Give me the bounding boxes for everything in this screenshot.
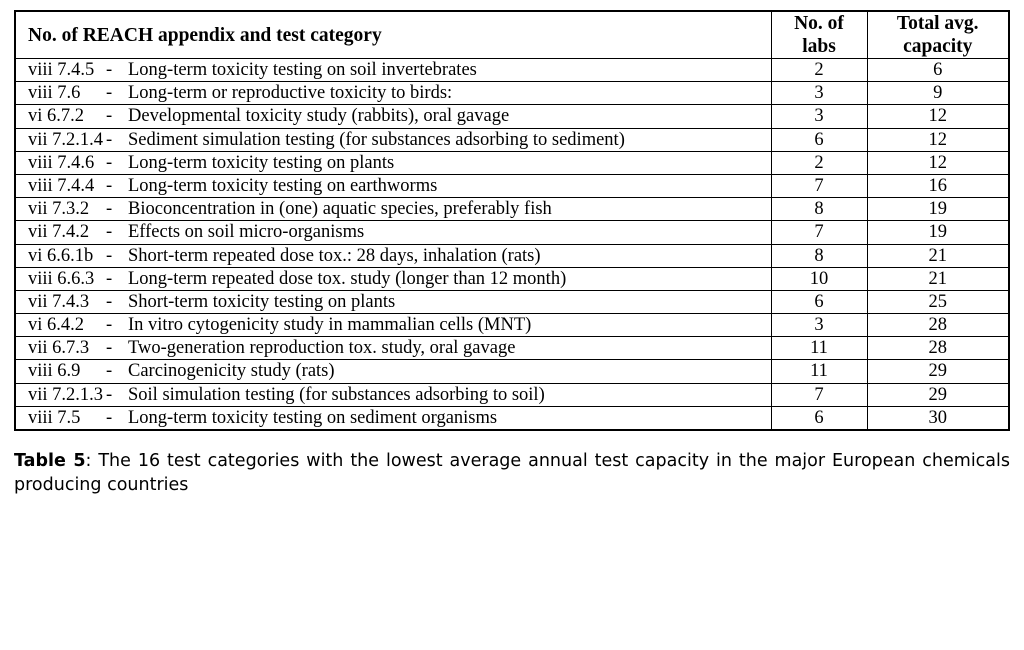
table-row — [15, 82, 1009, 105]
category-code: viii 6.6.3 — [28, 268, 95, 289]
header-capacity — [867, 11, 1009, 59]
header-labs-line2: labs — [802, 36, 836, 57]
table-caption — [14, 449, 1010, 497]
header-capacity-line2: capacity — [903, 36, 973, 57]
category-description: Long-term toxicity testing on soil invertebrates — [128, 60, 477, 80]
category-description: Long-term toxicity testing on earthworms — [128, 175, 438, 196]
category-dash: - — [106, 361, 113, 382]
cell-labs: 11 — [771, 360, 867, 383]
category-code: vi 6.7.2 — [28, 106, 85, 127]
cell-category — [15, 360, 771, 383]
cell-category — [15, 82, 771, 105]
category-dash: - — [106, 129, 113, 150]
table-row — [15, 360, 1009, 383]
cell-labs: 2 — [771, 151, 867, 174]
category-code: vii 7.3.2 — [28, 199, 90, 220]
cell-capacity: 16 — [867, 174, 1009, 197]
cell-capacity: 21 — [867, 267, 1009, 290]
table-row — [15, 383, 1009, 406]
cell-capacity: 28 — [867, 337, 1009, 360]
cell-labs: 7 — [771, 221, 867, 244]
cell-category — [15, 59, 771, 82]
category-dash: - — [106, 245, 113, 266]
category-dash: - — [106, 199, 113, 220]
caption-text: : The 16 test categories with the lowest average annual test capacity in the major European chemicals producing countries — [14, 451, 1011, 496]
category-description: Long-term toxicity testing on sediment organisms — [128, 407, 498, 428]
category-dash: - — [106, 222, 113, 243]
category-description: Long-term repeated dose tox. study (longer than 12 month) — [128, 268, 567, 289]
cell-capacity: 28 — [867, 314, 1009, 337]
table-row — [15, 244, 1009, 267]
capacity-table — [14, 10, 1010, 431]
category-dash: - — [106, 175, 113, 196]
cell-capacity: 6 — [867, 59, 1009, 82]
cell-category — [15, 314, 771, 337]
cell-labs: 6 — [771, 406, 867, 430]
cell-labs: 11 — [771, 337, 867, 360]
table-row — [15, 267, 1009, 290]
category-code: vii 7.2.1.3 — [28, 384, 104, 405]
header-capacity-line1: Total avg. — [896, 13, 979, 34]
cell-capacity: 19 — [867, 221, 1009, 244]
cell-category — [15, 267, 771, 290]
category-description: Sediment simulation testing (for substances adsorbing to sediment) — [128, 129, 625, 150]
cell-labs: 7 — [771, 174, 867, 197]
cell-capacity: 19 — [867, 198, 1009, 221]
cell-category — [15, 406, 771, 430]
cell-capacity: 30 — [867, 406, 1009, 430]
cell-capacity: 9 — [867, 82, 1009, 105]
table-row — [15, 198, 1009, 221]
category-dash: - — [106, 315, 113, 336]
table-body — [15, 59, 1009, 431]
category-description: In vitro cytogenicity study in mammalian cells (MNT) — [128, 315, 532, 336]
category-code: viii 7.4.6 — [28, 152, 95, 173]
cell-capacity: 12 — [867, 105, 1009, 128]
cell-labs: 6 — [771, 128, 867, 151]
cell-capacity: 12 — [867, 151, 1009, 174]
category-description: Effects on soil micro-organisms — [128, 222, 365, 243]
category-description: Carcinogenicity study (rats) — [128, 361, 335, 382]
table-row — [15, 221, 1009, 244]
category-code: vii 7.4.2 — [28, 222, 90, 243]
cell-labs: 7 — [771, 383, 867, 406]
category-dash: - — [106, 106, 113, 127]
category-dash: - — [106, 60, 113, 80]
cell-capacity: 29 — [867, 383, 1009, 406]
category-code: vii 7.4.3 — [28, 291, 90, 312]
table-row — [15, 290, 1009, 313]
caption-label: Table 5 — [14, 451, 86, 471]
cell-category — [15, 290, 771, 313]
cell-labs: 6 — [771, 290, 867, 313]
category-description: Long-term or reproductive toxicity to birds: — [128, 83, 453, 104]
category-dash: - — [106, 83, 113, 104]
header-labs-line1: No. of — [794, 13, 844, 34]
table-row — [15, 406, 1009, 430]
category-dash: - — [106, 338, 113, 359]
category-code: vii 7.2.1.4 — [28, 129, 104, 150]
table-row — [15, 314, 1009, 337]
category-dash: - — [106, 291, 113, 312]
category-code: viii 7.5 — [28, 407, 81, 428]
category-code: viii 7.4.4 — [28, 175, 95, 196]
table-row — [15, 59, 1009, 82]
category-code: viii 6.9 — [28, 361, 81, 382]
cell-labs: 10 — [771, 267, 867, 290]
category-dash: - — [106, 152, 113, 173]
cell-capacity: 12 — [867, 128, 1009, 151]
header-category: No. of REACH appendix and test category — [15, 11, 771, 59]
cell-labs: 3 — [771, 82, 867, 105]
category-description: Bioconcentration in (one) aquatic species, preferably fish — [128, 199, 552, 220]
category-description: Two-generation reproduction tox. study, oral gavage — [128, 338, 516, 359]
table-header — [15, 11, 1009, 59]
cell-capacity: 25 — [867, 290, 1009, 313]
cell-category — [15, 383, 771, 406]
cell-labs: 3 — [771, 105, 867, 128]
cell-category — [15, 198, 771, 221]
category-description: Soil simulation testing (for substances adsorbing to soil) — [128, 384, 545, 405]
table-row — [15, 337, 1009, 360]
cell-capacity: 21 — [867, 244, 1009, 267]
cell-category — [15, 337, 771, 360]
cell-category — [15, 221, 771, 244]
cell-category — [15, 151, 771, 174]
category-code: vii 6.7.3 — [28, 338, 90, 359]
category-dash: - — [106, 384, 113, 405]
category-description: Developmental toxicity study (rabbits), oral gavage — [128, 106, 510, 127]
cell-category — [15, 128, 771, 151]
cell-category — [15, 105, 771, 128]
category-description: Long-term toxicity testing on plants — [128, 152, 395, 173]
table-row — [15, 151, 1009, 174]
category-description: Short-term repeated dose tox.: 28 days, inhalation (rats) — [128, 245, 541, 266]
cell-labs: 3 — [771, 314, 867, 337]
category-dash: - — [106, 268, 113, 289]
table-row — [15, 174, 1009, 197]
cell-capacity: 29 — [867, 360, 1009, 383]
table-row — [15, 105, 1009, 128]
category-code: vi 6.4.2 — [28, 315, 85, 336]
category-description: Short-term toxicity testing on plants — [128, 291, 396, 312]
table-row — [15, 128, 1009, 151]
cell-labs: 2 — [771, 59, 867, 82]
category-code: viii 7.6 — [28, 83, 81, 104]
category-dash: - — [106, 407, 113, 428]
cell-labs: 8 — [771, 198, 867, 221]
header-labs — [771, 11, 867, 59]
cell-category — [15, 244, 771, 267]
category-code: vi 6.6.1b — [28, 245, 94, 266]
category-code: viii 7.4.5 — [28, 60, 95, 80]
header-row — [15, 11, 1009, 59]
cell-labs: 8 — [771, 244, 867, 267]
cell-category — [15, 174, 771, 197]
